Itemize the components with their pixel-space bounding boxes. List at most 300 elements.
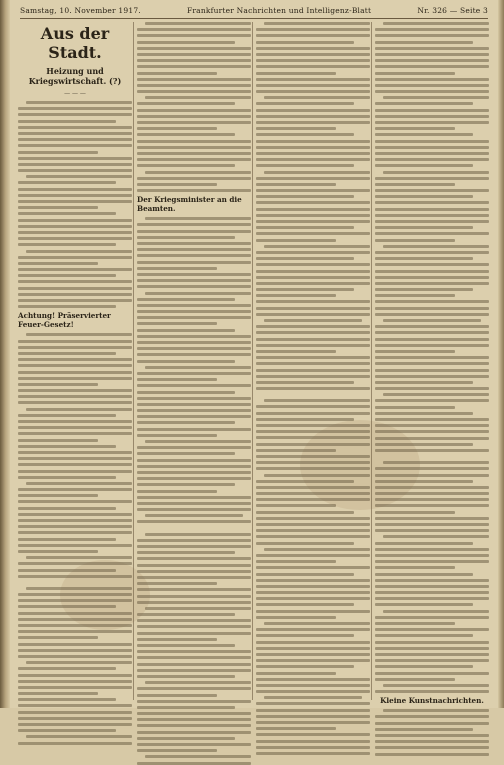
text-line (26, 587, 132, 590)
text-line (137, 254, 251, 257)
text-line (375, 72, 455, 75)
text-line (375, 362, 489, 365)
text-line (18, 383, 98, 386)
text-line (145, 22, 251, 25)
text-line (137, 372, 251, 375)
text-line (18, 457, 132, 460)
text-line (375, 746, 489, 749)
text-line (375, 597, 489, 600)
text-line (137, 164, 235, 167)
column-rule (133, 22, 134, 700)
text-line (375, 375, 489, 378)
text-line (137, 762, 251, 765)
text-line (137, 656, 251, 659)
text-line (137, 663, 251, 666)
text-line (137, 115, 251, 118)
text-line (18, 243, 116, 246)
text-line (137, 638, 217, 641)
text-line (18, 494, 98, 497)
text-line (18, 299, 132, 302)
page-binding-shadow (0, 0, 10, 708)
text-line (256, 47, 370, 50)
text-line (18, 470, 132, 473)
text-line (18, 605, 116, 608)
text-line (256, 746, 370, 749)
text-line (383, 96, 489, 99)
text-line (264, 22, 370, 25)
text-line (375, 158, 489, 161)
text-line (256, 288, 354, 291)
text-line (256, 715, 370, 718)
text-line (137, 391, 235, 394)
text-line (137, 34, 251, 37)
text-line (137, 158, 251, 161)
text-line (137, 84, 251, 87)
text-line (137, 183, 217, 186)
text-line (18, 107, 132, 110)
text-line (18, 389, 132, 392)
text-line (375, 399, 489, 402)
text-line (256, 709, 370, 712)
text-line (256, 214, 370, 217)
text-line (137, 520, 251, 523)
text-line (256, 183, 336, 186)
text-line (18, 643, 132, 646)
text-line (137, 706, 235, 709)
text-line (18, 293, 132, 296)
text-line (137, 743, 251, 746)
text-line (18, 717, 132, 720)
text-line (137, 428, 251, 431)
running-header (20, 6, 488, 19)
text-line (137, 121, 251, 124)
text-line (256, 78, 370, 81)
text-line (137, 146, 251, 149)
text-line (256, 369, 370, 372)
text-line (256, 313, 370, 316)
text-line (256, 164, 354, 167)
text-line (256, 424, 370, 427)
text-line (18, 513, 132, 516)
text-line (18, 352, 116, 355)
text-line (256, 443, 370, 446)
text-line (137, 625, 251, 628)
text-line (264, 171, 370, 174)
text-line (18, 742, 132, 745)
text-line (383, 319, 481, 322)
text-line (137, 109, 251, 112)
text-line (375, 146, 489, 149)
text-line (256, 220, 370, 223)
text-line (375, 467, 489, 470)
text-line (264, 399, 370, 402)
text-line (137, 127, 217, 130)
text-line (375, 201, 489, 204)
text-line (256, 158, 370, 161)
text-line (256, 59, 370, 62)
text-line (18, 231, 132, 234)
text-line (137, 329, 235, 332)
text-line (256, 740, 370, 743)
text-line (256, 350, 336, 353)
text-line (18, 531, 132, 534)
text-line (256, 616, 336, 619)
text-line (375, 102, 473, 105)
text-line (375, 232, 489, 235)
text-line (18, 599, 132, 602)
text-line (18, 225, 132, 228)
text-line (256, 573, 354, 576)
text-line (137, 601, 251, 604)
text-line (375, 579, 489, 582)
header-date: Samstag, 10. November 1917. (20, 6, 141, 15)
text-line (256, 115, 370, 118)
text-line (375, 412, 473, 415)
text-line (256, 257, 354, 260)
text-line (256, 270, 370, 273)
text-line (375, 672, 489, 675)
text-line (137, 576, 251, 579)
text-line (137, 133, 235, 136)
text-line (375, 133, 473, 136)
text-line (375, 418, 489, 421)
text-line (375, 523, 489, 526)
text-line (375, 59, 489, 62)
text-line (26, 101, 132, 104)
text-line (375, 183, 455, 186)
page-edge-shadow (498, 0, 504, 708)
text-line (256, 307, 370, 310)
text-line (18, 371, 132, 374)
text-line (375, 511, 455, 514)
text-line (137, 310, 251, 313)
text-line (375, 381, 473, 384)
text-line (256, 436, 370, 439)
text-line (137, 261, 251, 264)
text-line (375, 47, 489, 50)
text-line (375, 344, 489, 347)
article-body (256, 22, 370, 390)
text-line (375, 356, 489, 359)
text-line (18, 624, 132, 627)
text-line (137, 53, 251, 56)
text-line (383, 245, 489, 248)
text-line (137, 582, 217, 585)
text-line (18, 364, 132, 367)
text-line (375, 566, 455, 569)
text-line (145, 681, 251, 684)
text-line (256, 672, 336, 675)
text-line (18, 144, 132, 147)
text-line (256, 523, 370, 526)
text-line (18, 636, 98, 639)
text-line (375, 603, 473, 606)
text-line (18, 219, 132, 222)
text-line (137, 496, 251, 499)
text-line (375, 430, 489, 433)
text-line (375, 226, 473, 229)
text-line (264, 245, 370, 248)
text-line (18, 305, 116, 308)
text-line (375, 90, 489, 93)
text-line (375, 208, 489, 211)
text-line (26, 482, 132, 485)
text-line (375, 722, 489, 725)
text-line (256, 665, 354, 668)
text-line (18, 686, 132, 689)
header-paper-name: Frankfurter Nachrichten und Intelligenz-Blatt (186, 6, 372, 15)
text-line (375, 443, 473, 446)
text-line (375, 740, 489, 743)
text-line (375, 121, 489, 124)
text-line (256, 653, 370, 656)
text-line (18, 569, 116, 572)
text-line (18, 655, 132, 658)
text-line (256, 566, 370, 569)
text-line (375, 548, 489, 551)
text-line (145, 292, 251, 295)
text-line (145, 96, 251, 99)
text-line (256, 177, 370, 180)
text-line (256, 449, 336, 452)
text-line (18, 256, 132, 259)
text-line (18, 593, 132, 596)
text-line (264, 696, 362, 699)
text-line (383, 393, 489, 396)
text-line (18, 138, 132, 141)
text-line (137, 140, 251, 143)
text-line (137, 650, 251, 653)
text-line (375, 728, 473, 731)
text-line (18, 194, 132, 197)
text-line (18, 649, 132, 652)
text-line (18, 340, 132, 343)
text-line (256, 412, 370, 415)
text-line (256, 504, 336, 507)
article-title: Der Kriegsminister an die Beamten. (137, 195, 242, 214)
text-line (256, 492, 370, 495)
text-line (18, 268, 132, 271)
text-line (137, 353, 251, 356)
text-line (18, 550, 98, 553)
text-line (375, 239, 455, 242)
text-line (18, 280, 132, 283)
text-line (18, 500, 132, 503)
text-line (375, 628, 489, 631)
text-line (18, 618, 132, 621)
text-line (18, 439, 98, 442)
text-line (256, 251, 370, 254)
text-line (375, 251, 489, 254)
text-line (256, 232, 370, 235)
text-line (375, 634, 473, 637)
text-line (375, 109, 489, 112)
section-subtitle: Heizung und Kriegswirtschaft. (?) (28, 66, 122, 86)
text-line (375, 616, 489, 619)
text-line (264, 96, 370, 99)
text-line (375, 195, 473, 198)
text-line (256, 603, 354, 606)
text-line (256, 585, 370, 588)
column-1 (18, 22, 132, 700)
text-line (18, 274, 116, 277)
text-line (256, 34, 370, 37)
subtitle-decoration: — — — (64, 90, 86, 97)
text-line (137, 230, 251, 233)
text-line (18, 538, 116, 541)
text-line (137, 675, 235, 678)
text-line (18, 377, 132, 380)
text-line (256, 498, 370, 501)
text-line (256, 344, 370, 347)
text-line (137, 551, 235, 554)
text-line (137, 248, 251, 251)
text-line (26, 408, 132, 411)
text-line (375, 338, 489, 341)
text-line (375, 560, 489, 563)
text-line (375, 177, 489, 180)
text-line (137, 737, 235, 740)
text-line (256, 276, 370, 279)
column-rule (252, 22, 253, 700)
text-line (256, 381, 354, 384)
text-line (375, 65, 489, 68)
text-line (137, 267, 217, 270)
text-line (137, 502, 251, 505)
article-title: Achtung! Präservierter Feuer-Gesetz! (18, 311, 111, 330)
text-line (375, 84, 489, 87)
text-line (137, 152, 251, 155)
text-line (375, 406, 455, 409)
text-line (256, 727, 336, 730)
text-line (137, 65, 251, 68)
text-line (18, 206, 98, 209)
text-line (137, 304, 251, 307)
text-line (137, 545, 251, 548)
text-line (375, 300, 489, 303)
text-line (256, 554, 370, 557)
text-line (256, 282, 370, 285)
article-body (375, 709, 489, 755)
text-line (375, 313, 489, 316)
text-line (375, 449, 489, 452)
text-line (256, 239, 336, 242)
text-line (256, 53, 370, 56)
text-line (18, 358, 132, 361)
text-line (256, 461, 370, 464)
text-line (18, 680, 132, 683)
text-line (256, 140, 370, 143)
article-body (137, 217, 251, 523)
text-line (375, 369, 489, 372)
text-line (137, 712, 251, 715)
text-line (256, 121, 370, 124)
text-line (26, 333, 132, 336)
text-line (256, 102, 354, 105)
column-rule (371, 22, 372, 700)
text-line (137, 285, 251, 288)
text-line (137, 477, 251, 480)
text-line (375, 529, 489, 532)
text-line (18, 711, 132, 714)
text-line (256, 486, 370, 489)
text-line (137, 483, 235, 486)
text-line (256, 127, 336, 130)
text-line (256, 90, 370, 93)
text-line (137, 564, 251, 567)
text-line (256, 41, 354, 44)
text-line (18, 704, 132, 707)
text-line (145, 366, 251, 369)
text-line (375, 585, 489, 588)
text-line (256, 28, 370, 31)
text-line (137, 731, 251, 734)
text-line (375, 331, 489, 334)
text-line (383, 461, 489, 464)
text-line (18, 729, 116, 732)
text-line (256, 331, 370, 334)
text-line (375, 257, 473, 260)
text-line (26, 735, 132, 738)
text-line (18, 346, 132, 349)
text-line (383, 610, 489, 613)
text-line (256, 294, 336, 297)
text-line (256, 560, 336, 563)
article-body (375, 461, 489, 693)
text-line (137, 465, 251, 468)
text-line (375, 554, 489, 557)
text-line (375, 263, 489, 266)
text-line (18, 188, 132, 191)
column-2 (137, 22, 251, 700)
text-line (375, 28, 489, 31)
text-line (256, 133, 354, 136)
text-line (18, 723, 132, 726)
text-line (256, 591, 370, 594)
section-title: Aus der Stadt. (40, 24, 110, 62)
text-line (375, 350, 455, 353)
text-line (256, 467, 370, 470)
text-line (375, 678, 455, 681)
text-line (137, 718, 251, 721)
text-line (137, 189, 251, 192)
text-line (26, 556, 132, 559)
text-line (375, 424, 489, 427)
text-line (137, 360, 235, 363)
text-line (145, 440, 251, 443)
text-line (375, 127, 455, 130)
text-line (137, 644, 235, 647)
text-line (375, 492, 489, 495)
text-line (256, 152, 370, 155)
text-line (375, 276, 489, 279)
text-line (256, 146, 370, 149)
text-line (256, 362, 370, 365)
text-line (256, 511, 354, 514)
text-line (375, 294, 455, 297)
text-line (256, 702, 370, 705)
text-line (18, 426, 132, 429)
text-line (137, 59, 251, 62)
article-body (256, 399, 370, 755)
text-line (18, 287, 132, 290)
text-line (18, 630, 132, 633)
header-page-number: Nr. 326 — Seite 3 (417, 6, 488, 15)
text-line (375, 690, 489, 693)
text-line (256, 325, 370, 328)
text-line (375, 753, 489, 756)
text-line (256, 733, 370, 736)
